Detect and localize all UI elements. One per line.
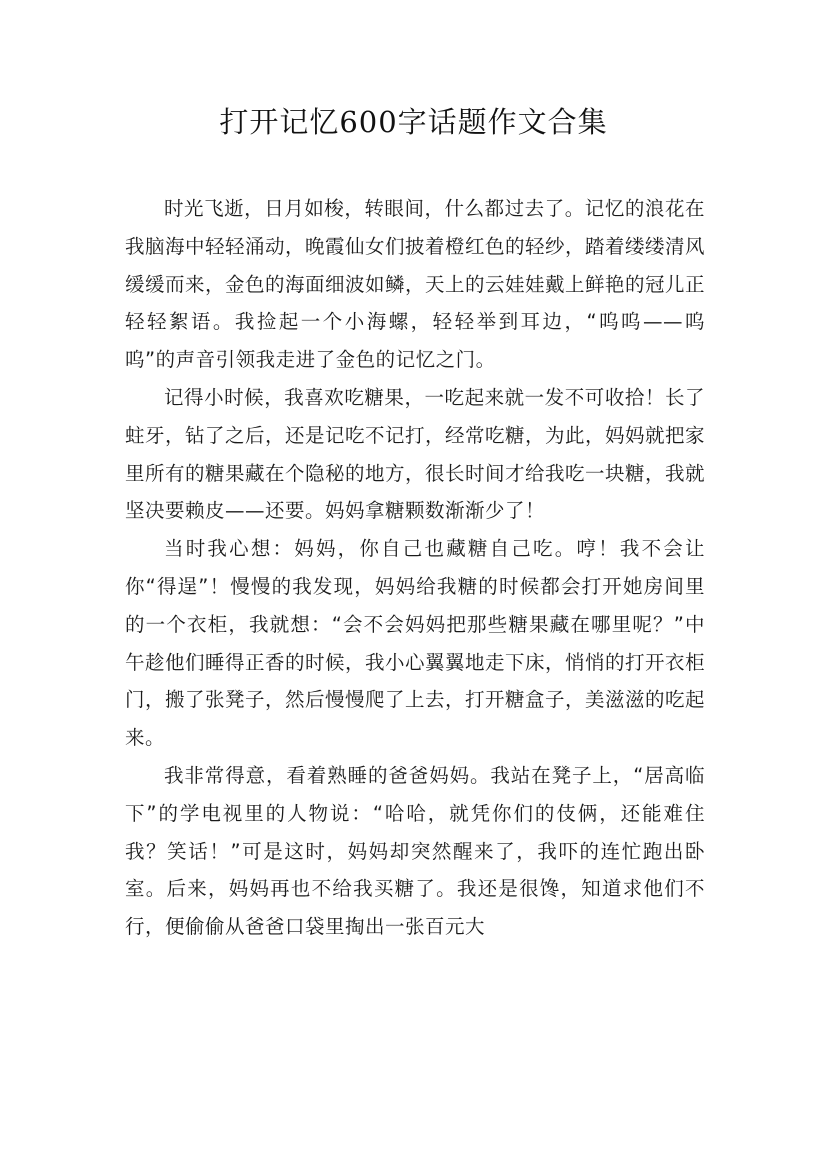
document-body [125,190,705,946]
page-title: 打开记忆600字话题作文合集 [219,105,608,139]
paragraph-3: 当时我心想：妈妈，你自己也藏糖自己吃。哼！我不会让你“得逞”！慢慢的我发现，妈妈给我糖的时候都会打开她房间里的一个衣柜，我就想：“会不会妈妈把那些糖果藏在哪里呢？”中午趁他们睡得正香的时候，我小心翼翼地走下床，悄悄的打开衣柜门，搬了张凳子，然后慢慢爬了上去，打开糖盒子，美滋滋的吃起来。 [125,537,706,750]
paragraph-2: 记得小时候，我喜欢吃糖果，一吃起来就一发不可收拾！长了蛀牙，钻了之后，还是记吃不记打，经常吃糖，为此，妈妈就把家里所有的糖果藏在个隐秘的地方，很长时间才给我吃一块糖，我就坚决要赖皮——还要。妈妈拿糖颗数渐渐少了！ [125,385,706,523]
paragraph-4: 我非常得意，看着熟睡的爸爸妈妈。我站在凳子上，“居高临下”的学电视里的人物说：“哈哈，就凭你们的伎俩，还能难住我？笑话！”可是这时，妈妈却突然醒来了，我吓的连忙跑出卧室。后来，妈妈再也不给我买糖了。我还是很馋，知道求他们不行，便偷偷从爸爸口袋里掏出一张百元大 [125,763,705,939]
paragraph-1: 时光飞逝，日月如梭，转眼间，什么都过去了。记忆的浪花在我脑海中轻轻涌动，晚霞仙女们披着橙红色的轻纱，踏着缕缕清风缓缓而来，金色的海面细波如鳞，天上的云娃娃戴上鲜艳的冠儿正轻轻絮语。我捡起一个小海螺，轻轻举到耳边，“呜呜——呜呜”的声音引领我走进了金色的记忆之门。 [125,197,706,372]
